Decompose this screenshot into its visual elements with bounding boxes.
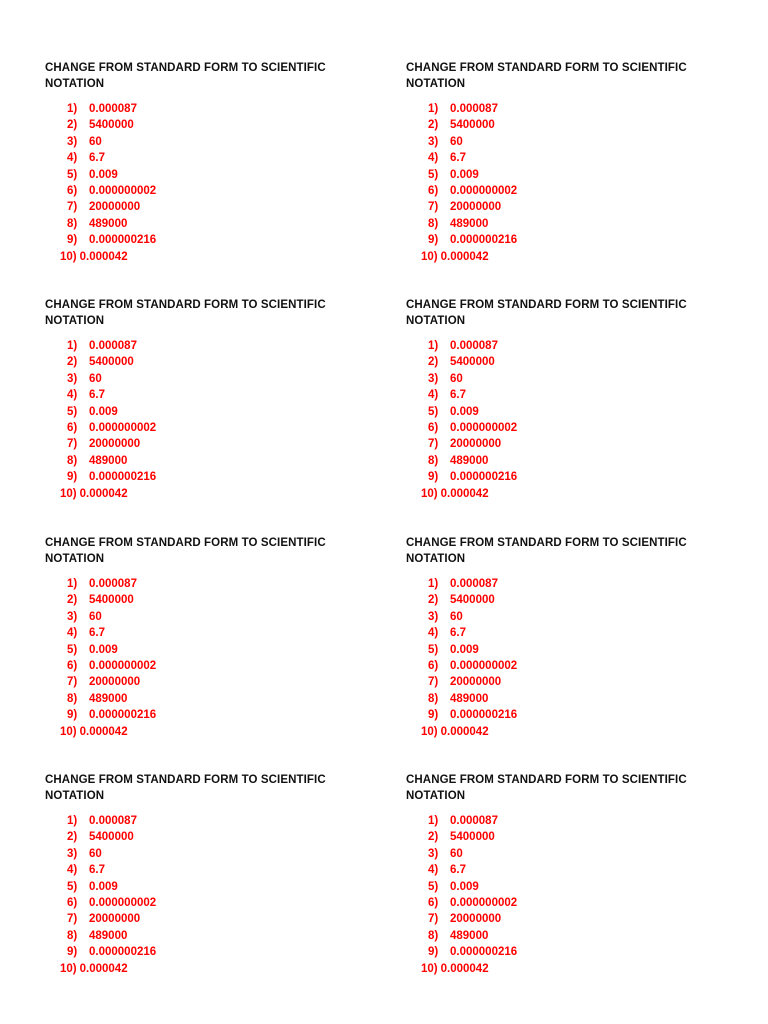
worksheet-block-3 (45, 297, 365, 502)
problem-list (45, 338, 365, 502)
problem-number: 7) (428, 438, 439, 451)
problem-item (428, 609, 726, 625)
problem-value: 5400000 (89, 356, 134, 369)
worksheet-block-2 (406, 60, 726, 265)
problem-list (45, 576, 365, 740)
problem-number: 9) (67, 234, 78, 247)
problem-value: 20000000 (89, 913, 141, 926)
problem-number: 6) (67, 184, 78, 197)
problem-value: 5400000 (450, 119, 495, 132)
problem-value: 0.009 (450, 168, 479, 181)
problem-item (428, 404, 726, 420)
problem-item (428, 707, 726, 723)
problem-list (406, 101, 726, 265)
problem-item (67, 928, 365, 944)
worksheet-title-line-1: CHANGE FROM STANDARD FORM TO SCIENTIFIC (45, 62, 326, 74)
problem-value: 60 (89, 610, 102, 623)
problem-item (67, 911, 365, 927)
problem-value: 20000000 (450, 201, 502, 214)
problem-number: 9) (67, 946, 78, 959)
problem-number: 10) (421, 487, 438, 500)
problem-item (67, 609, 365, 625)
problem-value: 0.000000216 (450, 471, 518, 484)
problem-number: 9) (67, 709, 78, 722)
worksheet-title (406, 772, 726, 804)
problem-value: 0.000087 (89, 578, 137, 590)
problem-list (406, 338, 726, 502)
problem-value: 20000000 (450, 438, 502, 451)
problem-value: 60 (450, 372, 463, 385)
problem-item (67, 674, 365, 690)
problem-item (67, 150, 365, 166)
problem-value: 20000000 (450, 913, 502, 926)
problem-value: 6.7 (89, 152, 105, 165)
problem-number: 4) (67, 864, 78, 877)
problem-number: 10) (421, 250, 438, 263)
worksheet-title-line-1: CHANGE FROM STANDARD FORM TO SCIENTIFIC (45, 774, 326, 786)
problem-number: 3) (67, 372, 78, 385)
problem-list (45, 813, 365, 977)
problem-value: 0.009 (89, 880, 118, 893)
problem-number: 2) (67, 594, 78, 607)
problem-number: 6) (428, 421, 439, 434)
problem-item (428, 862, 726, 878)
problem-number: 7) (428, 913, 439, 926)
problem-number: 2) (428, 831, 439, 844)
problem-value: 0.000042 (79, 725, 128, 738)
problem-item (67, 944, 365, 960)
problem-item (60, 249, 365, 265)
problem-item (428, 436, 726, 452)
problem-item (428, 354, 726, 370)
problem-value: 5400000 (450, 356, 495, 369)
worksheet-title-line-2: NOTATION (406, 78, 466, 90)
problem-item (428, 199, 726, 215)
problem-value: 20000000 (450, 676, 502, 689)
problem-item (428, 453, 726, 469)
problem-item (421, 724, 726, 740)
problem-item (67, 829, 365, 845)
problem-value: 0.000000216 (89, 709, 157, 722)
problem-number: 9) (67, 471, 78, 484)
problem-item (67, 216, 365, 232)
problem-number: 7) (67, 201, 78, 214)
problem-item (67, 354, 365, 370)
problem-item (428, 117, 726, 133)
problem-item (67, 453, 365, 469)
problem-number: 9) (428, 946, 439, 959)
problem-value: 0.000087 (450, 103, 498, 115)
problem-number: 3) (428, 847, 439, 860)
problem-value: 20000000 (89, 201, 141, 214)
problem-value: 0.009 (89, 643, 118, 656)
problem-value: 0.000000002 (89, 184, 157, 197)
problem-number: 1) (67, 340, 78, 352)
problem-number: 5) (67, 880, 78, 893)
problem-item (67, 862, 365, 878)
problem-value: 6.7 (89, 389, 105, 402)
problem-item (428, 150, 726, 166)
problem-value: 0.000042 (440, 725, 489, 738)
problem-number: 9) (428, 234, 439, 247)
problem-item (428, 846, 726, 862)
problem-value: 0.000000002 (89, 659, 157, 672)
problem-value: 0.000000216 (89, 234, 157, 247)
problem-number: 6) (67, 421, 78, 434)
problem-number: 3) (67, 847, 78, 860)
problem-value: 0.000000002 (450, 896, 518, 909)
problem-item (428, 387, 726, 403)
worksheet-block-7 (45, 772, 365, 977)
problem-item (67, 846, 365, 862)
problem-number: 3) (428, 135, 439, 148)
worksheet-title (45, 772, 365, 804)
worksheet-title-line-2: NOTATION (45, 78, 105, 90)
problem-value: 0.000087 (450, 340, 498, 352)
worksheet-title-line-2: NOTATION (45, 315, 105, 327)
problem-value: 0.000000216 (450, 709, 518, 722)
problem-item (428, 674, 726, 690)
problem-value: 5400000 (450, 594, 495, 607)
problem-value: 0.000042 (440, 962, 489, 975)
problem-number: 3) (428, 610, 439, 623)
problem-number: 2) (428, 119, 439, 132)
problem-value: 0.000000002 (450, 421, 518, 434)
problem-value: 0.000000216 (89, 471, 157, 484)
worksheet-title-line-1: CHANGE FROM STANDARD FORM TO SCIENTIFIC (406, 537, 687, 549)
problem-item (428, 216, 726, 232)
problem-number: 3) (67, 610, 78, 623)
worksheet-title-line-2: NOTATION (406, 790, 466, 802)
problem-number: 2) (67, 119, 78, 132)
problem-value: 0.000087 (450, 815, 498, 827)
problem-item (428, 167, 726, 183)
problem-value: 489000 (450, 692, 489, 705)
problem-item (428, 879, 726, 895)
problem-value: 0.000000002 (450, 659, 518, 672)
problem-number: 4) (428, 864, 439, 877)
worksheet-title (45, 60, 365, 92)
problem-item (60, 724, 365, 740)
problem-number: 7) (67, 913, 78, 926)
problem-item (67, 691, 365, 707)
problem-item (67, 707, 365, 723)
problem-number: 10) (60, 962, 77, 975)
problem-value: 0.000087 (89, 103, 137, 115)
problem-number: 4) (428, 627, 439, 640)
problem-number: 8) (67, 692, 78, 705)
problem-value: 0.000042 (440, 250, 489, 263)
problem-number: 10) (421, 962, 438, 975)
problem-number: 5) (67, 168, 78, 181)
problem-number: 10) (60, 487, 77, 500)
problem-item (428, 469, 726, 485)
worksheet-title (406, 535, 726, 567)
problem-number: 7) (428, 201, 439, 214)
worksheet-title-line-1: CHANGE FROM STANDARD FORM TO SCIENTIFIC (45, 299, 326, 311)
problem-number: 7) (428, 676, 439, 689)
problem-number: 1) (67, 578, 78, 590)
problem-value: 6.7 (450, 627, 466, 640)
problem-item (428, 232, 726, 248)
problem-value: 60 (89, 847, 102, 860)
problem-number: 2) (428, 356, 439, 369)
problem-item (67, 167, 365, 183)
problem-value: 0.009 (450, 880, 479, 893)
problem-number: 4) (428, 389, 439, 402)
problem-value: 0.000042 (79, 962, 128, 975)
problem-number: 5) (428, 405, 439, 418)
problem-item (60, 486, 365, 502)
problem-item (67, 879, 365, 895)
problem-item (67, 371, 365, 387)
problem-item (428, 134, 726, 150)
problem-value: 489000 (450, 454, 489, 467)
problem-number: 3) (67, 135, 78, 148)
problem-number: 9) (428, 471, 439, 484)
problem-value: 5400000 (450, 831, 495, 844)
problem-value: 0.000087 (450, 578, 498, 590)
problem-value: 60 (89, 372, 102, 385)
worksheet-title-line-1: CHANGE FROM STANDARD FORM TO SCIENTIFIC (406, 299, 687, 311)
problem-value: 60 (450, 610, 463, 623)
problem-value: 60 (89, 135, 102, 148)
problem-item (67, 895, 365, 911)
problem-item (67, 813, 365, 829)
problem-number: 5) (67, 643, 78, 656)
worksheet-title-line-1: CHANGE FROM STANDARD FORM TO SCIENTIFIC (406, 774, 687, 786)
problem-item (428, 183, 726, 199)
worksheet-title-line-2: NOTATION (406, 315, 466, 327)
problem-number: 1) (67, 815, 78, 827)
problem-value: 5400000 (89, 594, 134, 607)
problem-number: 5) (428, 168, 439, 181)
problem-item (428, 338, 726, 354)
problem-number: 1) (428, 815, 439, 827)
problem-number: 8) (67, 929, 78, 942)
problem-value: 5400000 (89, 119, 134, 132)
problem-number: 8) (67, 454, 78, 467)
problem-item (428, 625, 726, 641)
problem-item (67, 199, 365, 215)
problem-value: 6.7 (450, 864, 466, 877)
problem-number: 6) (67, 896, 78, 909)
problem-value: 0.000042 (440, 487, 489, 500)
problem-item (67, 101, 365, 117)
problem-number: 5) (428, 880, 439, 893)
worksheet-title-line-2: NOTATION (45, 553, 105, 565)
problem-value: 0.009 (450, 405, 479, 418)
problem-item (428, 813, 726, 829)
problem-value: 60 (450, 847, 463, 860)
problem-value: 6.7 (450, 389, 466, 402)
problem-item (67, 183, 365, 199)
problem-item (67, 642, 365, 658)
problem-value: 0.009 (89, 405, 118, 418)
problem-item (67, 420, 365, 436)
problem-value: 0.009 (450, 643, 479, 656)
problem-value: 0.000000216 (450, 234, 518, 247)
problem-number: 2) (428, 594, 439, 607)
problem-number: 6) (428, 896, 439, 909)
problem-item (428, 642, 726, 658)
problem-list (406, 813, 726, 977)
problem-value: 6.7 (89, 864, 105, 877)
problem-item (67, 625, 365, 641)
problem-value: 489000 (89, 692, 128, 705)
problem-value: 0.000000216 (89, 946, 157, 959)
worksheet-block-1 (45, 60, 365, 265)
problem-item (428, 101, 726, 117)
worksheet-title-line-2: NOTATION (45, 790, 105, 802)
problem-value: 0.000087 (89, 815, 137, 827)
problem-number: 4) (67, 389, 78, 402)
worksheet-title-line-1: CHANGE FROM STANDARD FORM TO SCIENTIFIC (406, 62, 687, 74)
problem-item (428, 576, 726, 592)
problem-number: 3) (428, 372, 439, 385)
problem-number: 2) (67, 356, 78, 369)
problem-number: 5) (67, 405, 78, 418)
problem-value: 0.009 (89, 168, 118, 181)
worksheet-block-8 (406, 772, 726, 977)
problem-item (428, 829, 726, 845)
problem-value: 0.000042 (79, 487, 128, 500)
problem-item (421, 249, 726, 265)
problem-number: 8) (428, 929, 439, 942)
problem-item (67, 436, 365, 452)
problem-item (67, 232, 365, 248)
problem-item (428, 911, 726, 927)
problem-number: 1) (428, 578, 439, 590)
problem-item (421, 961, 726, 977)
problem-value: 20000000 (89, 438, 141, 451)
problem-item (67, 338, 365, 354)
problem-number: 6) (67, 659, 78, 672)
problem-value: 489000 (89, 929, 128, 942)
problem-item (428, 420, 726, 436)
problem-value: 489000 (89, 454, 128, 467)
problem-number: 7) (67, 676, 78, 689)
problem-item (60, 961, 365, 977)
problem-value: 6.7 (450, 152, 466, 165)
problem-item (67, 404, 365, 420)
problem-value: 0.000000002 (89, 421, 157, 434)
problem-item (67, 469, 365, 485)
problem-value: 6.7 (89, 627, 105, 640)
problem-value: 0.000087 (89, 340, 137, 352)
problem-number: 7) (67, 438, 78, 451)
problem-number: 8) (428, 454, 439, 467)
problem-item (428, 944, 726, 960)
problem-number: 5) (428, 643, 439, 656)
worksheet-block-4 (406, 297, 726, 502)
problem-item (428, 592, 726, 608)
problem-item (428, 658, 726, 674)
problem-item (428, 895, 726, 911)
worksheet-title (45, 297, 365, 329)
worksheet-title (45, 535, 365, 567)
problem-value: 489000 (450, 929, 489, 942)
problem-value: 0.000000002 (89, 896, 157, 909)
problem-value: 0.000000216 (450, 946, 518, 959)
problem-item (428, 691, 726, 707)
problem-number: 1) (428, 103, 439, 115)
problem-value: 20000000 (89, 676, 141, 689)
problem-number: 6) (428, 184, 439, 197)
problem-value: 5400000 (89, 831, 134, 844)
problem-list (45, 101, 365, 265)
problem-number: 10) (60, 725, 77, 738)
problem-number: 8) (428, 217, 439, 230)
problem-number: 1) (67, 103, 78, 115)
problem-value: 489000 (89, 217, 128, 230)
worksheet-title (406, 60, 726, 92)
problem-number: 8) (428, 692, 439, 705)
problem-item (67, 658, 365, 674)
problem-number: 4) (67, 627, 78, 640)
worksheet-title (406, 297, 726, 329)
worksheet-block-6 (406, 535, 726, 740)
worksheet-block-5 (45, 535, 365, 740)
problem-item (67, 592, 365, 608)
problem-item (67, 387, 365, 403)
worksheet-title-line-2: NOTATION (406, 553, 466, 565)
problem-number: 8) (67, 217, 78, 230)
problem-number: 4) (67, 152, 78, 165)
problem-number: 6) (428, 659, 439, 672)
problem-number: 10) (421, 725, 438, 738)
worksheet-title-line-1: CHANGE FROM STANDARD FORM TO SCIENTIFIC (45, 537, 326, 549)
problem-value: 489000 (450, 217, 489, 230)
problem-item (67, 576, 365, 592)
problem-number: 2) (67, 831, 78, 844)
problem-number: 4) (428, 152, 439, 165)
problem-value: 0.000042 (79, 250, 128, 263)
problem-value: 60 (450, 135, 463, 148)
problem-list (406, 576, 726, 740)
problem-item (67, 117, 365, 133)
problem-item (67, 134, 365, 150)
problem-value: 0.000000002 (450, 184, 518, 197)
problem-item (428, 928, 726, 944)
problem-number: 10) (60, 250, 77, 263)
problem-item (428, 371, 726, 387)
problem-item (421, 486, 726, 502)
problem-number: 1) (428, 340, 439, 352)
problem-number: 9) (428, 709, 439, 722)
